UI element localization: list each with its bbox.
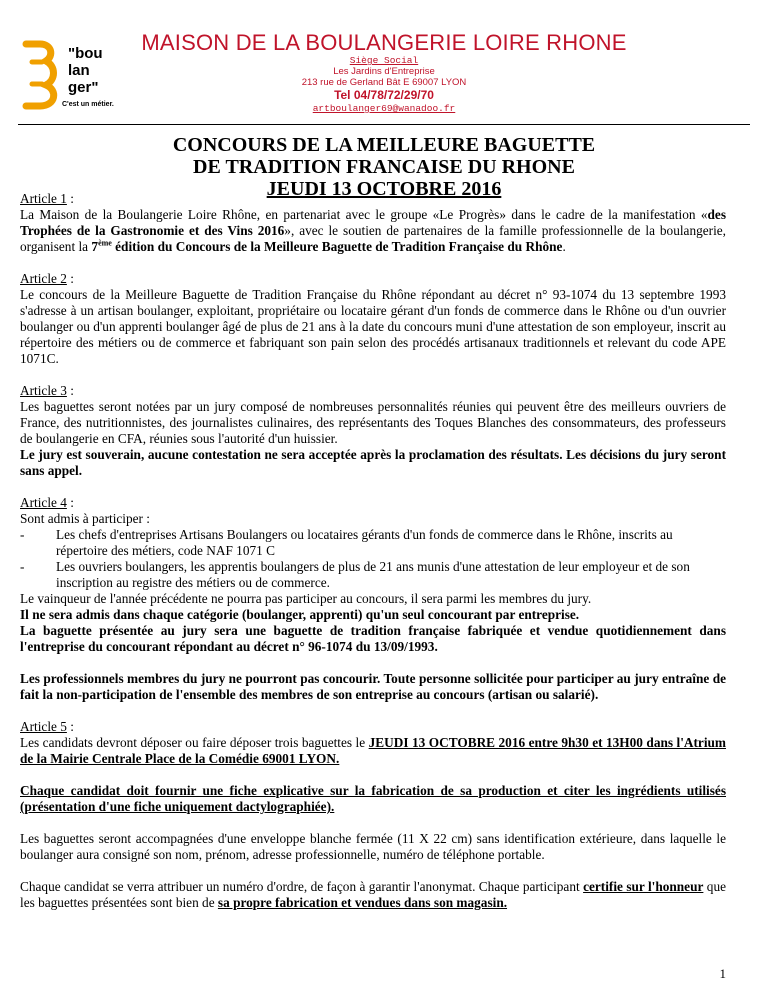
article-5-explanatory-sheet: Chaque candidat doit fournir une fiche explicative sur la fabrication de sa production et citer les ingrédients utilisés (présentation d'une fiche uniquement dactylographiée). [20, 783, 726, 814]
article-4-one-per-company: Il ne sera admis dans chaque catégorie (boulanger, apprenti) qu'un seul concourant par entreprise. [20, 607, 580, 622]
logo-line-1: "bou [68, 45, 103, 62]
article-1-text: La Maison de la Boulangerie Loire Rhône, en partenariat avec le groupe «Le Progrès» dans le cadre de la manifestation «des Trophées de la Gastronomie et des Vins 2016», avec le soutien de partenaires de la famille professionnelle de la boulangerie, organisent la 7ème édition du Concours de la Meilleure Baguette de Tradition Française du Rhône. [20, 207, 726, 254]
organization-title: MAISON DE LA BOULANGERIE LOIRE RHONE [141, 30, 627, 55]
article-3-jury-notice: Le jury est souverain, aucune contestation ne sera acceptée après la proclamation des résultats. Les décisions du jury seront sans appel. [20, 447, 726, 478]
title-date: JEUDI 13 OCTOBRE 2016 [266, 178, 502, 200]
article-2-text: Le concours de la Meilleure Baguette de Tradition Française du Rhône répondant au décret n° 93-1074 du 13 septembre 1993 s'adresse à un artisan boulanger, exploitant, propriétaire ou locataire gérant d'un fonds de commerce dans le Rhône ou d'un ouvrier boulanger ou d'un apprenti boulanger âgé de plus de 21 ans à la date du concours muni d'une attestation de son employeur, inscrit au répertoire des métiers ou de commerce et fabriquant son pain selon des procédés artisanaux traditionnels et relevant du code APE 1071C. [20, 287, 726, 366]
address-line-1: Les Jardins d'Entreprise [333, 66, 435, 77]
document-body [20, 191, 726, 911]
head-office-label: Siège Social [349, 55, 419, 66]
article-5-envelope: Les baguettes seront accompagnées d'une enveloppe blanche fermée (11 X 22 cm) sans identification extérieure, dans laquelle le boulanger aura consigné son nom, prénom, adresse professionnelle, numéro de téléphone portable. [20, 831, 726, 862]
article-4-jury-members: Les professionnels membres du jury ne pourront pas concourir. Toute personne sollicitée pour participer au jury entraîne de fait la non-participation de l'ensemble des membres de son entreprise au concours (artisan ou salarié). [20, 671, 726, 702]
letterhead [0, 0, 768, 118]
article-1-heading: Article 1 : [20, 191, 74, 206]
logo-tagline: C'est un métier. [62, 101, 114, 108]
article-5-anonymity: Chaque candidat se verra attribuer un numéro d'ordre, de façon à garantir l'anonymat. Chaque participant certifie sur l'honneur que les baguettes présentées sont bien de sa propre fabrication et vendues dans son magasin. [20, 879, 726, 910]
article-4-intro: Sont admis à participer : [20, 511, 150, 526]
page-number: 1 [719, 966, 726, 981]
title-line-2: DE TRADITION FRANCAISE DU RHONE [193, 156, 575, 178]
article-5-text: Les candidats devront déposer ou faire déposer trois baguettes le JEUDI 13 OCTOBRE 2016 entre 9h30 et 13H00 dans l'Atrium de la Mairie Centrale Place de la Comédie 69001 LYON. [20, 735, 726, 766]
article-4-heading: Article 4 : [20, 495, 74, 510]
article-4-previous-winner: Le vainqueur de l'année précédente ne pourra pas participer au concours, il sera parmi les membres du jury. [20, 591, 592, 606]
list-item: - Les chefs d'entreprises Artisans Boulangers ou locataires gérants d'un fonds de commerce dans le Rhône, inscrits au répertoire des métiers, code NAF 1071 C [20, 527, 673, 558]
article-5-heading: Article 5 : [20, 719, 74, 734]
email-link[interactable]: artboulanger69@wanadoo.fr [312, 103, 456, 114]
address-line-2: 213 rue de Gerland Bât E 69007 LYON [301, 77, 467, 88]
article-2-heading: Article 2 : [20, 271, 74, 286]
article-3-heading: Article 3 : [20, 383, 74, 398]
logo-line-2: lan [68, 62, 90, 79]
title-line-1: CONCOURS DE LA MEILLEURE BAGUETTE [172, 134, 596, 156]
phone-number: Tel 04/78/72/29/70 [334, 88, 434, 102]
list-item: - Les ouvriers boulangers, les apprentis boulangers de plus de 21 ans munis d'une attestation de leur employeur et de son inscription au registre des métiers ou de commerce. [20, 559, 690, 590]
article-3-text: Les baguettes seront notées par un jury composé de nombreuses personnalités réunies qui peuvent être des meilleurs ouvriers de France, des nutritionnistes, des journalistes culinaires, des représentants des Toques Blanches des consommateurs, des professeurs de boulangerie en CFA, réunies sous l'autorité d'un huissier. [20, 399, 726, 446]
logo-line-3: ger" [68, 79, 99, 96]
header-divider [18, 124, 750, 125]
article-4-baguette-rule: La baguette présentée au jury sera une baguette de tradition française fabriquée et vendue quotidiennement dans l'entreprise du concourant répondant au décret n° 96-1074 du 13/09/1993. [20, 623, 726, 654]
